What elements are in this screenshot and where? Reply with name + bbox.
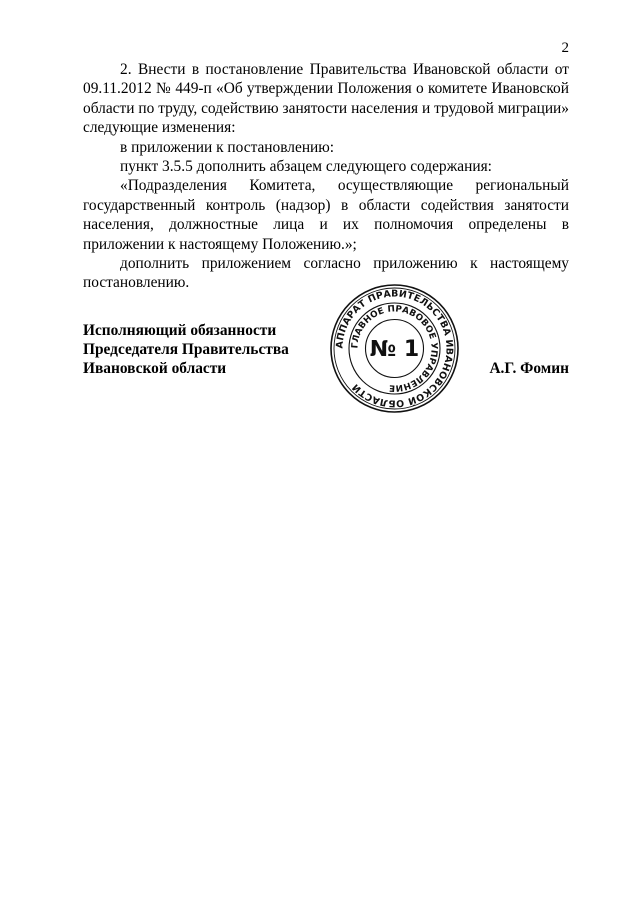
signer-title-line-1: Исполняющий обязанности: [83, 322, 277, 339]
svg-text:№ 1: № 1: [369, 337, 420, 362]
paragraph-quoted-text: «Подразделения Комитета, осуществляющие региональный государственный контроль (надзор) в области содействия занятости населения, должностные лица и их полномочия определены в приложении к настоящему Положению.»;: [83, 177, 569, 253]
svg-text:ГЛАВНОЕ ПРАВОВОЕ УПРАВЛЕНИЕ: ГЛАВНОЕ ПРАВОВОЕ УПРАВЛЕНИЕ: [350, 304, 439, 393]
official-seal: [327, 281, 462, 416]
page-number: 2: [561, 40, 569, 56]
paragraph-supplement: дополнить приложением согласно приложению к настоящему постановлению.: [83, 255, 569, 292]
signer-title-line-2: Председателя Правительства: [83, 341, 289, 358]
paragraph-clause-addition: пункт 3.5.5 дополнить абзацем следующего содержания:: [120, 158, 492, 176]
signature-block: [83, 321, 289, 378]
signer-title-line-3: Ивановской области: [83, 360, 227, 377]
paragraph-amendment: 2. Внести в постановление Правительства Ивановской области от 09.11.2012 № 449-п «Об утверждении Положения о комитете Ивановской области по труду, содействию занятости населения и трудовой миграции» следующие изменения:: [83, 61, 569, 137]
paragraph-appendix-ref: в приложении к постановлению:: [120, 138, 335, 156]
svg-text:АППАРАТ ПРАВИТЕЛЬСТВА ИВАНОВСК: АППАРАТ ПРАВИТЕЛЬСТВА ИВАНОВСКОЙ ОБЛАСТИ: [334, 288, 455, 409]
document-body: [83, 60, 569, 293]
signer-name: А.Г. Фомин: [489, 360, 569, 377]
